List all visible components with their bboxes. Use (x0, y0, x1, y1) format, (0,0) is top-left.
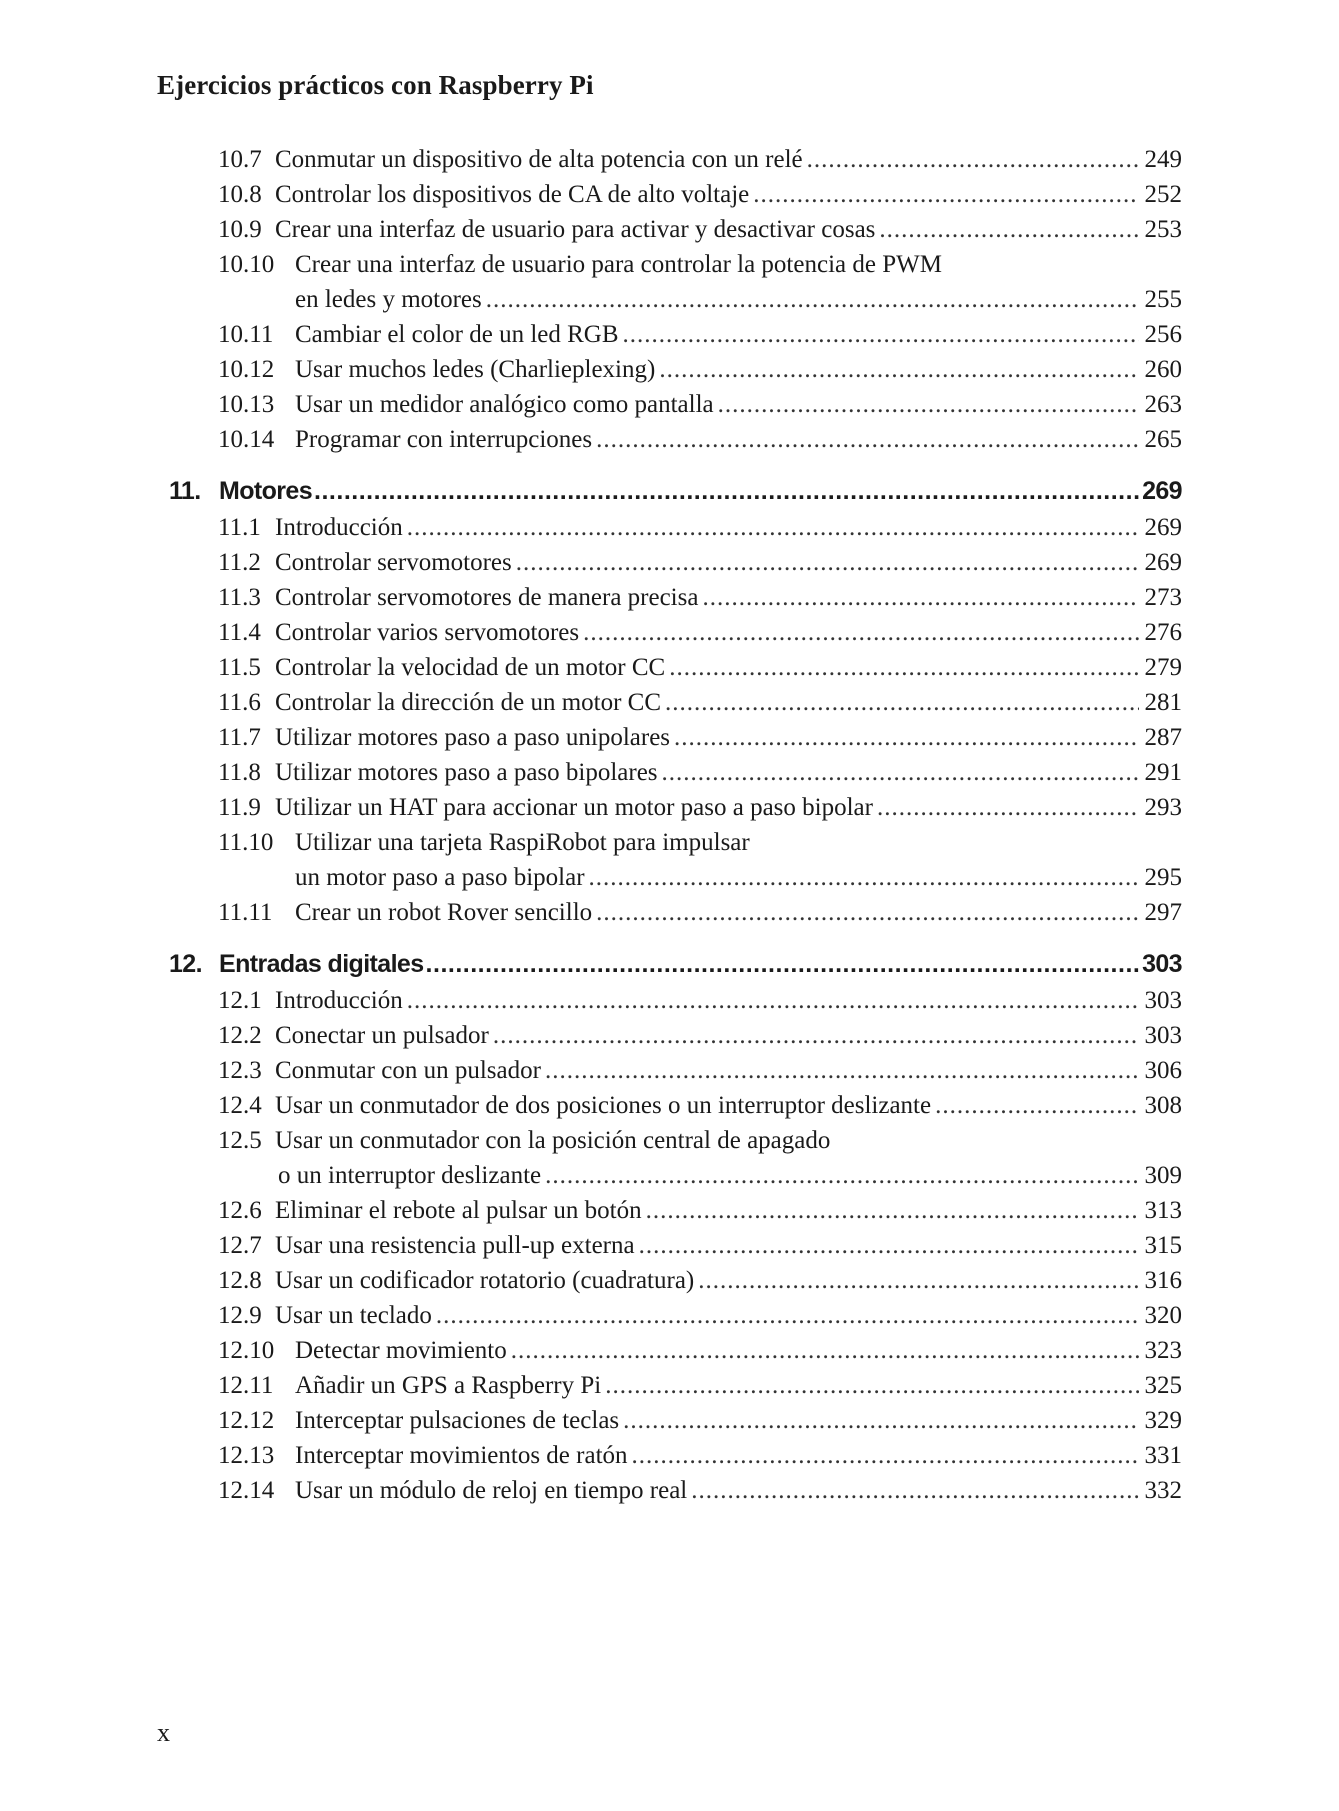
entry-page: 331 (1144, 1442, 1182, 1469)
entry-number: 11.3 (218, 584, 261, 611)
entry-title: Controlar los dispositivos de CA de alto voltaje (275, 181, 750, 208)
entry-number: 12.8 (218, 1267, 262, 1294)
entry-title: Controlar servomotores de manera precisa (275, 584, 699, 611)
chapter-heading[interactable] (157, 946, 1182, 983)
entry-title: Usar un módulo de reloj en tiempo real (295, 1477, 688, 1504)
dot-leader (596, 422, 1138, 457)
entry-number: 10.9 (218, 216, 262, 243)
toc-entry[interactable] (157, 580, 1182, 615)
entry-title: en ledes y motores (295, 286, 482, 313)
entry-page: 260 (1144, 356, 1182, 383)
chapter-title: Entradas digitales (219, 950, 424, 978)
entry-number: 12.13 (218, 1442, 275, 1469)
dot-leader (589, 860, 1139, 895)
entry-title: Interceptar movimientos de ratón (295, 1442, 628, 1469)
entry-title: Usar un codificador rotatorio (cuadratura) (275, 1267, 695, 1294)
entry-title: Crear una interfaz de usuario para controlar la potencia de PWM (295, 251, 942, 278)
toc-entry[interactable] (157, 387, 1182, 422)
entry-page: 263 (1144, 391, 1182, 418)
entry-number: 11.11 (218, 899, 273, 926)
entry-page: 303 (1144, 1022, 1182, 1049)
toc-entry[interactable] (157, 1368, 1182, 1403)
entry-title: Crear una interfaz de usuario para activar y desactivar cosas (275, 216, 876, 243)
entry-number: 11.9 (218, 794, 261, 821)
toc-entry[interactable] (157, 1193, 1182, 1228)
dot-leader (596, 895, 1138, 930)
entry-page: 253 (1144, 216, 1182, 243)
entry-number: 10.14 (218, 426, 275, 453)
dot-leader (632, 1438, 1139, 1473)
entry-number: 10.8 (218, 181, 262, 208)
entry-title: Eliminar el rebote al pulsar un botón (275, 1197, 642, 1224)
entry-page: 297 (1144, 899, 1182, 926)
chapter-heading[interactable] (157, 473, 1182, 510)
entry-title: o un interruptor deslizante (278, 1162, 542, 1189)
entry-title: Usar un medidor analógico como pantalla (295, 391, 714, 418)
chapter-number: 12. (169, 950, 202, 978)
toc-entry[interactable] (157, 212, 1182, 247)
entry-title: Usar un teclado (275, 1302, 432, 1329)
entry-number: 12.9 (218, 1302, 262, 1329)
entry-title: Añadir un GPS a Raspberry Pi (295, 1372, 602, 1399)
entry-title: un motor paso a paso bipolar (295, 864, 585, 891)
chapter-title: Motores (219, 477, 313, 505)
toc-entry[interactable] (157, 1123, 1182, 1158)
entry-page: 293 (1144, 794, 1182, 821)
entry-page: 281 (1144, 689, 1182, 716)
dot-leader (623, 1403, 1138, 1438)
dot-leader (486, 282, 1139, 317)
entry-page: 320 (1144, 1302, 1182, 1329)
toc-entry[interactable] (157, 650, 1182, 685)
entry-number: 11.7 (218, 724, 261, 751)
entry-title: Utilizar motores paso a paso bipolares (275, 759, 658, 786)
entry-title: Conmutar un dispositivo de alta potencia con un relé (275, 146, 803, 173)
toc-entry[interactable] (157, 755, 1182, 790)
dot-leader (426, 946, 1141, 983)
toc-entry-continuation[interactable] (157, 860, 1182, 895)
entry-page: 273 (1144, 584, 1182, 611)
dot-leader (516, 545, 1139, 580)
entry-title: Crear un robot Rover sencillo (295, 899, 593, 926)
dot-leader (605, 1368, 1138, 1403)
dot-leader (877, 790, 1139, 825)
entry-page: 309 (1144, 1162, 1182, 1189)
entry-number: 12.4 (218, 1092, 262, 1119)
toc-entry[interactable] (157, 1298, 1182, 1333)
entry-number: 11.6 (218, 689, 261, 716)
entry-page: 313 (1144, 1197, 1182, 1224)
toc-entry[interactable] (157, 247, 1182, 282)
toc-entry[interactable] (157, 422, 1182, 457)
dot-leader (436, 1298, 1139, 1333)
entry-title: Usar un conmutador con la posición central de apagado (275, 1127, 831, 1154)
dot-leader (545, 1053, 1139, 1088)
toc-entry[interactable] (157, 317, 1182, 352)
toc-entry[interactable] (157, 1403, 1182, 1438)
entry-number: 10.7 (218, 146, 262, 173)
dot-leader (545, 1158, 1138, 1193)
dot-leader (665, 685, 1138, 720)
entry-page: 249 (1144, 146, 1182, 173)
toc-entry[interactable] (157, 790, 1182, 825)
running-head: Ejercicios prácticos con Raspberry Pi (157, 70, 594, 100)
dot-leader (511, 1333, 1139, 1368)
toc-entry[interactable] (157, 1053, 1182, 1088)
entry-number: 12.12 (218, 1407, 275, 1434)
dot-leader (698, 1263, 1138, 1298)
dot-leader (674, 720, 1138, 755)
entry-number: 10.12 (218, 356, 275, 383)
entry-title: Usar muchos ledes (Charlieplexing) (295, 356, 656, 383)
entry-page: 279 (1144, 654, 1182, 681)
entry-title: Controlar servomotores (275, 549, 512, 576)
dot-leader (407, 983, 1139, 1018)
dot-leader (879, 212, 1138, 247)
dot-leader (691, 1473, 1138, 1508)
entry-page: 306 (1144, 1057, 1182, 1084)
toc-entry[interactable] (157, 142, 1182, 177)
toc-entry[interactable] (157, 1018, 1182, 1053)
dot-leader (662, 755, 1139, 790)
entry-page: 295 (1144, 864, 1182, 891)
toc-entry[interactable] (157, 1228, 1182, 1263)
toc-entry[interactable] (157, 895, 1182, 930)
entry-number: 12.3 (218, 1057, 262, 1084)
entry-title: Conectar un pulsador (275, 1022, 489, 1049)
dot-leader (718, 387, 1139, 422)
dot-leader (314, 473, 1140, 510)
entry-title: Controlar la dirección de un motor CC (275, 689, 662, 716)
toc-entry[interactable] (157, 1333, 1182, 1368)
entry-title: Programar con interrupciones (295, 426, 593, 453)
chapter-number: 11. (169, 477, 201, 505)
entry-title: Cambiar el color de un led RGB (295, 321, 619, 348)
page-number: x (157, 1718, 170, 1747)
toc-entry[interactable] (157, 685, 1182, 720)
dot-leader (753, 177, 1138, 212)
dot-leader (623, 317, 1139, 352)
toc-entry[interactable] (157, 510, 1182, 545)
entry-title: Conmutar con un pulsador (275, 1057, 541, 1084)
entry-number: 12.2 (218, 1022, 262, 1049)
entry-page: 332 (1144, 1477, 1182, 1504)
entry-number: 12.10 (218, 1337, 275, 1364)
toc-entry[interactable] (157, 720, 1182, 755)
entry-number: 11.1 (218, 514, 261, 541)
toc-entry[interactable] (157, 825, 1182, 860)
toc-entry[interactable] (157, 983, 1182, 1018)
entry-page: 308 (1144, 1092, 1182, 1119)
dot-leader (407, 510, 1139, 545)
entry-page: 315 (1144, 1232, 1182, 1259)
entry-page: 252 (1144, 181, 1182, 208)
entry-title: Usar una resistencia pull-up externa (275, 1232, 635, 1259)
entry-title: Introducción (275, 987, 403, 1014)
entry-page: 325 (1144, 1372, 1182, 1399)
entry-title: Utilizar un HAT para accionar un motor paso a paso bipolar (275, 794, 873, 821)
entry-page: 303 (1144, 987, 1182, 1014)
entry-number: 12.14 (218, 1477, 275, 1504)
dot-leader (646, 1193, 1139, 1228)
toc-entry[interactable] (157, 1438, 1182, 1473)
entry-number: 11.10 (218, 829, 274, 856)
entry-page: 287 (1144, 724, 1182, 751)
toc-entry-continuation[interactable] (157, 1158, 1182, 1193)
dot-leader (935, 1088, 1138, 1123)
dot-leader (702, 580, 1138, 615)
dot-leader (807, 142, 1139, 177)
entry-title: Interceptar pulsaciones de teclas (295, 1407, 620, 1434)
toc-entry[interactable] (157, 1473, 1182, 1508)
entry-title: Usar un conmutador de dos posiciones o un interruptor deslizante (275, 1092, 932, 1119)
chapter-page: 269 (1142, 477, 1182, 505)
entry-number: 12.6 (218, 1197, 262, 1224)
entry-number: 11.4 (218, 619, 261, 646)
entry-page: 255 (1144, 286, 1182, 313)
entry-number: 11.5 (218, 654, 261, 681)
toc-entry[interactable] (157, 177, 1182, 212)
entry-number: 10.11 (218, 321, 274, 348)
entry-number: 12.5 (218, 1127, 262, 1154)
entry-number: 12.7 (218, 1232, 262, 1259)
toc-entry[interactable] (157, 1263, 1182, 1298)
entry-number: 12.11 (218, 1372, 274, 1399)
toc-entry[interactable] (157, 545, 1182, 580)
entry-page: 291 (1144, 759, 1182, 786)
dot-leader (583, 615, 1138, 650)
dot-leader (669, 650, 1138, 685)
table-of-contents (157, 142, 1182, 1508)
entry-title: Utilizar una tarjeta RaspiRobot para impulsar (295, 829, 750, 856)
entry-title: Detectar movimiento (295, 1337, 507, 1364)
toc-entry[interactable] (157, 352, 1182, 387)
entry-title: Utilizar motores paso a paso unipolares (275, 724, 671, 751)
dot-leader (639, 1228, 1139, 1263)
entry-number: 10.13 (218, 391, 275, 418)
entry-number: 11.8 (218, 759, 261, 786)
entry-page: 256 (1144, 321, 1182, 348)
dot-leader (493, 1018, 1139, 1053)
dot-leader (659, 352, 1138, 387)
entry-title: Controlar la velocidad de un motor CC (275, 654, 666, 681)
entry-page: 323 (1144, 1337, 1182, 1364)
entry-page: 276 (1144, 619, 1182, 646)
entry-page: 269 (1144, 514, 1182, 541)
entry-number: 12.1 (218, 987, 262, 1014)
entry-number: 11.2 (218, 549, 261, 576)
chapter-page: 303 (1142, 950, 1182, 978)
entry-page: 269 (1144, 549, 1182, 576)
entry-title: Introducción (275, 514, 403, 541)
entry-number: 10.10 (218, 251, 275, 278)
entry-title: Controlar varios servomotores (275, 619, 580, 646)
toc-entry-continuation[interactable] (157, 282, 1182, 317)
entry-page: 265 (1144, 426, 1182, 453)
entry-page: 329 (1144, 1407, 1182, 1434)
toc-entry[interactable] (157, 615, 1182, 650)
toc-entry[interactable] (157, 1088, 1182, 1123)
entry-page: 316 (1144, 1267, 1182, 1294)
